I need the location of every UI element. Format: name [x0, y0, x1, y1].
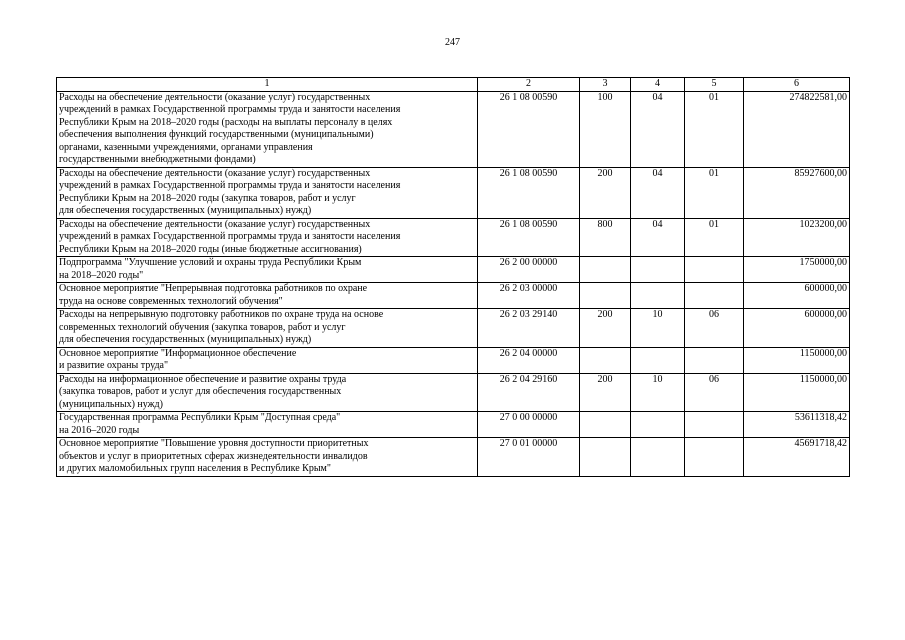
- row-section: 04: [631, 167, 685, 218]
- column-header: 1: [57, 78, 478, 92]
- row-section: 04: [631, 218, 685, 257]
- row-code: 26 2 03 29140: [478, 309, 580, 348]
- row-amount: 600000,00: [744, 283, 850, 309]
- row-amount: 85927600,00: [744, 167, 850, 218]
- row-subsection: 06: [685, 373, 744, 412]
- row-subsection: 01: [685, 91, 744, 167]
- row-description: Подпрограмма "Улучшение условий и охраны труда Республики Крым на 2018–2020 годы": [57, 257, 478, 283]
- row-expense-type: [580, 347, 631, 373]
- row-section: 10: [631, 373, 685, 412]
- row-subsection: [685, 257, 744, 283]
- row-description: Расходы на непрерывную подготовку работников по охране труда на основе современных технологий обучения (закупка товаров, работ и услуг для обеспечения государственных (муниципальных) нужд): [57, 309, 478, 348]
- budget-table: [56, 77, 850, 477]
- row-subsection: [685, 412, 744, 438]
- row-code: 26 1 08 00590: [478, 218, 580, 257]
- row-subsection: 01: [685, 218, 744, 257]
- table-row: [57, 373, 850, 412]
- row-code: 26 2 00 00000: [478, 257, 580, 283]
- row-expense-type: 200: [580, 167, 631, 218]
- row-amount: 45691718,42: [744, 438, 850, 477]
- row-subsection: [685, 438, 744, 477]
- row-subsection: 01: [685, 167, 744, 218]
- row-code: 26 1 08 00590: [478, 91, 580, 167]
- row-description: Расходы на информационное обеспечение и развитие охраны труда (закупка товаров, работ и услуг для обеспечения государственных (муниципальных) нужд): [57, 373, 478, 412]
- row-amount: 600000,00: [744, 309, 850, 348]
- row-code: 26 2 03 00000: [478, 283, 580, 309]
- column-header: 5: [685, 78, 744, 92]
- table-row: [57, 438, 850, 477]
- row-section: 10: [631, 309, 685, 348]
- row-expense-type: 200: [580, 373, 631, 412]
- table-row: [57, 218, 850, 257]
- row-description: Основное мероприятие "Непрерывная подготовка работников по охране труда на основе современных технологий обучения": [57, 283, 478, 309]
- row-subsection: 06: [685, 309, 744, 348]
- column-header: 2: [478, 78, 580, 92]
- table-row: [57, 167, 850, 218]
- row-amount: 1150000,00: [744, 347, 850, 373]
- page-number: 247: [445, 37, 460, 48]
- row-expense-type: 800: [580, 218, 631, 257]
- row-section: [631, 283, 685, 309]
- column-header: 3: [580, 78, 631, 92]
- row-description: Расходы на обеспечение деятельности (оказание услуг) государственных учреждений в рамках Государственной программы труда и занятости населения Республики Крым на 2018–2020 годы (расходы на выплаты персоналу в целях обеспечения выполнения функций государственными (муниципальными) органами, казенными учреждениями, органами управления государственными внебюджетными фондами): [57, 91, 478, 167]
- row-subsection: [685, 283, 744, 309]
- row-description: Государственная программа Республики Крым "Доступная среда" на 2016–2020 годы: [57, 412, 478, 438]
- table-row: [57, 91, 850, 167]
- column-header: 4: [631, 78, 685, 92]
- row-code: 26 1 08 00590: [478, 167, 580, 218]
- table-row: [57, 309, 850, 348]
- row-expense-type: [580, 412, 631, 438]
- row-code: 26 2 04 29160: [478, 373, 580, 412]
- row-section: [631, 347, 685, 373]
- row-amount: 1750000,00: [744, 257, 850, 283]
- row-expense-type: 100: [580, 91, 631, 167]
- row-code: 27 0 01 00000: [478, 438, 580, 477]
- row-section: [631, 412, 685, 438]
- row-code: 27 0 00 00000: [478, 412, 580, 438]
- table-row: [57, 412, 850, 438]
- row-expense-type: [580, 257, 631, 283]
- row-expense-type: [580, 438, 631, 477]
- row-expense-type: [580, 283, 631, 309]
- row-amount: 1150000,00: [744, 373, 850, 412]
- row-amount: 1023200,00: [744, 218, 850, 257]
- row-expense-type: 200: [580, 309, 631, 348]
- row-section: [631, 438, 685, 477]
- row-amount: 53611318,42: [744, 412, 850, 438]
- column-header: 6: [744, 78, 850, 92]
- row-code: 26 2 04 00000: [478, 347, 580, 373]
- row-description: Расходы на обеспечение деятельности (оказание услуг) государственных учреждений в рамках Государственной программы труда и занятости населения Республики Крым на 2018–2020 годы (закупка товаров, работ и услуг для обеспечения государственных (муниципальных) нужд): [57, 167, 478, 218]
- row-subsection: [685, 347, 744, 373]
- row-description: Основное мероприятие "Повышение уровня доступности приоритетных объектов и услуг в приоритетных сферах жизнедеятельности инвалидов и других маломобильных групп населения в Республике Крым": [57, 438, 478, 477]
- row-section: 04: [631, 91, 685, 167]
- table-row: [57, 347, 850, 373]
- table-row: [57, 283, 850, 309]
- row-amount: 274822581,00: [744, 91, 850, 167]
- table-header-row: [57, 78, 850, 92]
- row-description: Расходы на обеспечение деятельности (оказание услуг) государственных учреждений в рамках Государственной программы труда и занятости населения Республики Крым на 2018–2020 годы (иные бюджетные ассигнования): [57, 218, 478, 257]
- row-section: [631, 257, 685, 283]
- row-description: Основное мероприятие "Информационное обеспечение и развитие охраны труда": [57, 347, 478, 373]
- table-row: [57, 257, 850, 283]
